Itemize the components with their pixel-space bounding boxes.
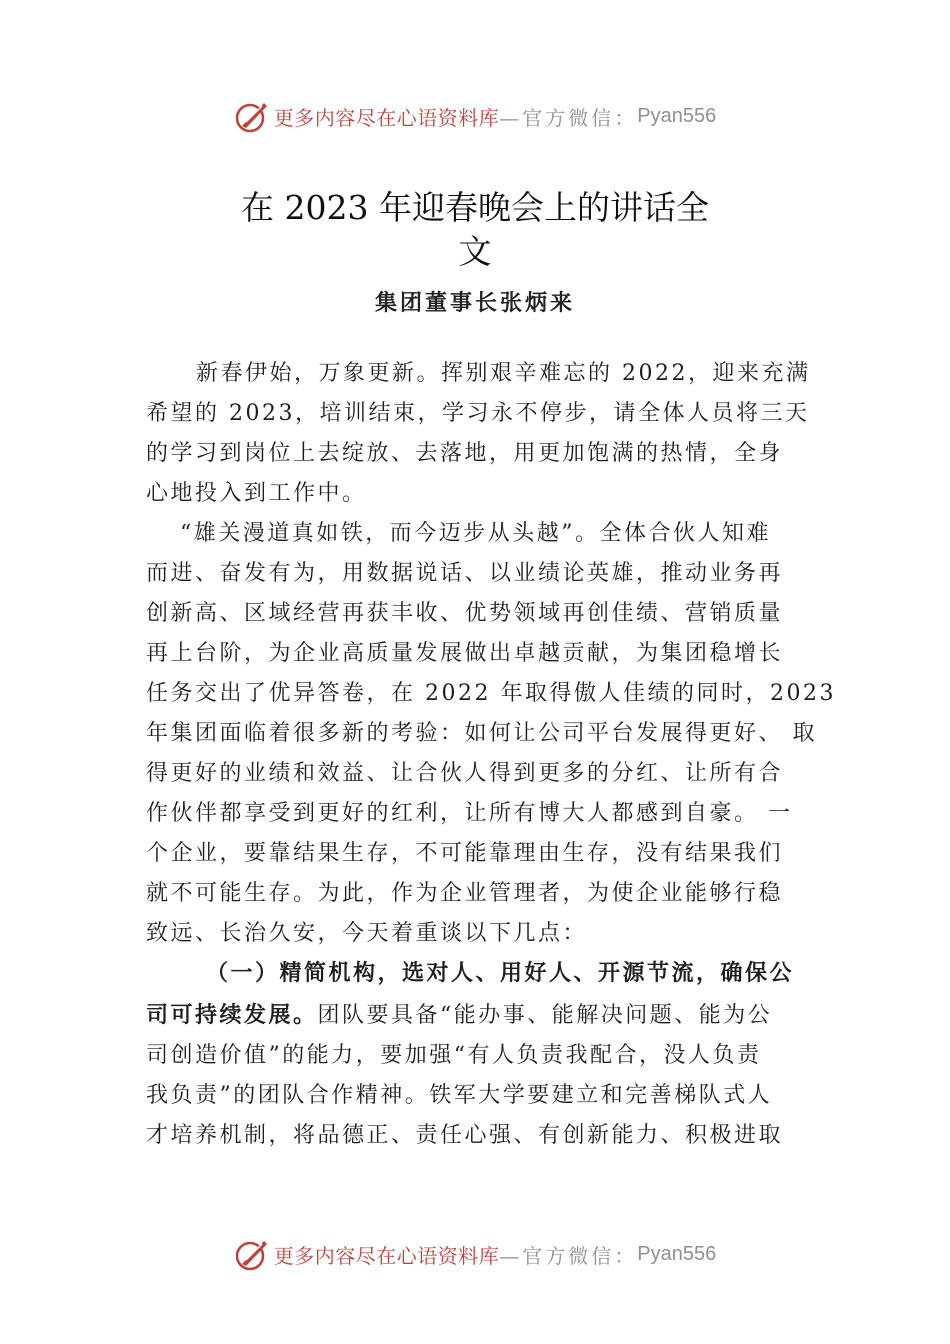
body-line: 创新高、区域经营再获丰收、优势领域再创佳绩、营销质量 — [146, 601, 784, 626]
quill-logo-icon — [234, 98, 270, 134]
footer-banner — [0, 1234, 950, 1274]
body-line: 作伙伴都享受到更好的红利，让所有博大人都感到自豪。 一 — [146, 801, 793, 826]
body-line: 个企业，要靠结果生存，不可能靠理由生存，没有结果我们 — [146, 841, 784, 866]
section-heading-1: （一）精简机构，选对人、用好人、开源节流，确保公 — [206, 960, 795, 986]
header-banner — [0, 96, 950, 136]
body-line: 新春伊始，万象更新。挥别艰辛难忘的 2022，迎来充满 — [196, 361, 811, 386]
header-wechat-label: —官方微信： — [499, 105, 638, 130]
body-line: 就不可能生存。为此，作为企业管理者，为使企业能够行稳 — [146, 881, 784, 906]
document-title — [0, 186, 950, 274]
body-line: 而进、奋发有为，用数据说话、以业绩论英雄，推动业务再 — [146, 561, 784, 586]
body-line: 我负责”的团队合作精神。铁军大学要建立和完善梯队式人 — [146, 1083, 773, 1108]
body-line: “雄关漫道真如铁，而今迈步从头越”。全体合伙人知难 — [180, 521, 771, 546]
body-line: 得更好的业绩和效益、让合伙人得到更多的分红、让所有合 — [146, 761, 784, 786]
footer-wechat-label: —官方微信： — [499, 1243, 638, 1268]
body-line: 才培养机制，将品德正、责任心强、有创新能力、积极进取 — [146, 1123, 784, 1148]
body-line-text: 团队要具备“能办事、能解决问题、能为公 — [317, 1003, 773, 1028]
quill-logo-icon — [234, 1236, 270, 1272]
header-wechat-id: Pyan556 — [637, 104, 717, 127]
title-line-1: 在 2023 年迎春晚会上的讲话全 — [241, 188, 709, 227]
body-line: 心地投入到工作中。 — [146, 481, 367, 506]
header-brand-text: 更多内容尽在心语资料库 — [273, 105, 500, 130]
body-line: 年集团面临着很多新的考验：如何让公司平台发展得更好、 取 — [146, 721, 817, 746]
footer-brand-text: 更多内容尽在心语资料库 — [273, 1243, 500, 1268]
section-heading-1-continued: 司可持续发展。 — [146, 1002, 318, 1028]
body-line: 致远、长治久安，今天着重谈以下几点： — [146, 921, 588, 946]
body-line — [146, 998, 772, 1028]
body-line: 再上台阶，为企业高质量发展做出卓越贡献，为集团稳增长 — [146, 641, 784, 666]
author-line: 集团董事长张炳来 — [374, 290, 575, 316]
body-line: 希望的 2023，培训结束，学习永不停步，请全体人员将三天 — [146, 401, 810, 426]
body-line: 任务交出了优异答卷，在 2022 年取得傲人佳绩的同时，2023 — [146, 681, 836, 706]
footer-wechat-id: Pyan556 — [637, 1242, 717, 1265]
body-line: 司创造价值”的能力，要加强“有人负责我配合，没人负责 — [146, 1043, 762, 1068]
body-line: 的学习到岗位上去绽放、去落地，用更加饱满的热情，全身 — [146, 441, 784, 466]
title-line-2: 文 — [458, 232, 492, 271]
